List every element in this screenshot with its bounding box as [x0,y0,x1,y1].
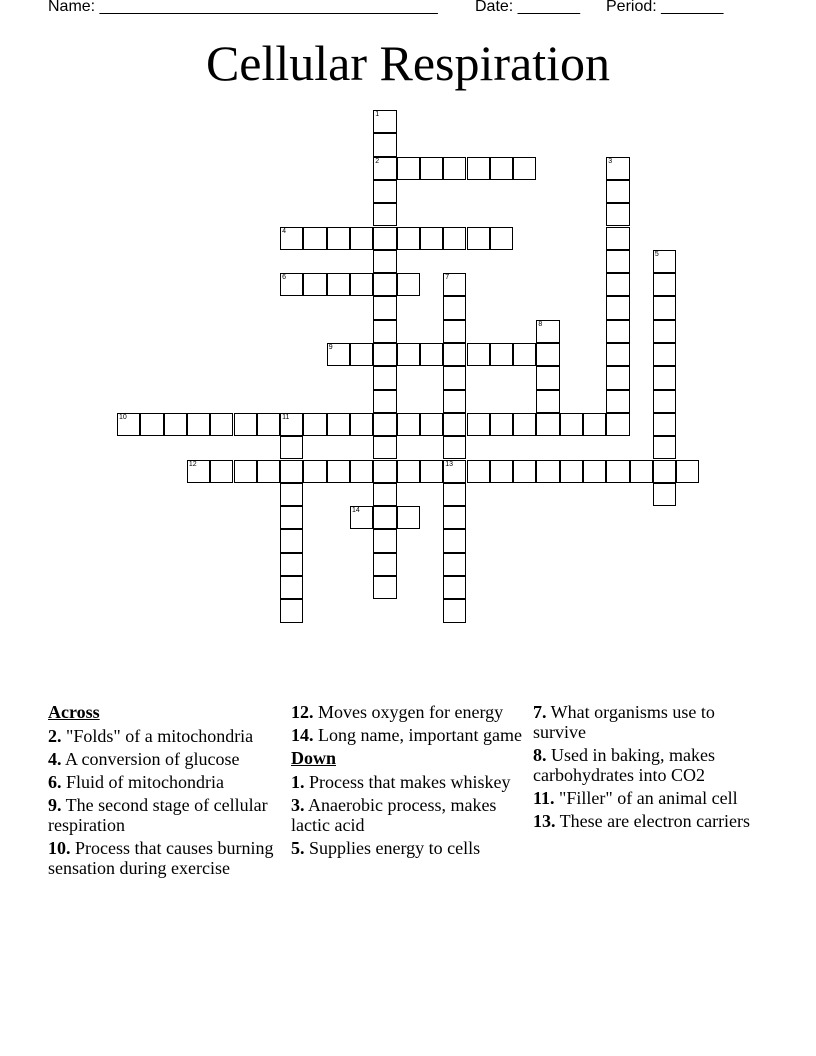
down-clue-list [291,772,523,858]
grid-cell[interactable] [606,320,629,343]
grid-cell[interactable] [397,460,420,483]
grid-cell[interactable] [653,250,676,273]
clues-column-1 [48,702,280,881]
clue-number: 14 [352,507,360,515]
down-clue-list-continued [533,702,765,831]
grid-cell[interactable] [653,483,676,506]
clue-item [533,788,765,808]
grid-cell[interactable] [373,296,396,319]
name-field[interactable]: Name: ______________________________________ [48,0,438,15]
clue-number: 1 [375,111,380,118]
grid-cell[interactable] [140,413,163,436]
grid-cell[interactable] [606,296,629,319]
grid-cell[interactable] [606,460,629,483]
grid-cell[interactable] [350,413,373,436]
grid-cell[interactable] [350,227,373,250]
across-heading: Across [48,702,100,722]
grid-cell[interactable] [467,157,490,180]
grid-cell[interactable] [513,157,536,180]
grid-cell[interactable] [327,273,350,296]
grid-cell[interactable] [653,436,676,459]
grid-cell[interactable] [606,250,629,273]
grid-cell[interactable] [327,413,350,436]
clue-number: 11 [282,413,290,421]
grid-cell[interactable] [653,273,676,296]
grid-cell[interactable] [583,460,606,483]
clue-item [48,772,280,792]
grid-cell[interactable] [513,413,536,436]
clue-item-number: 3. [291,795,305,815]
grid-cell[interactable] [653,343,676,366]
clue-item [48,726,280,746]
clue-item-number: 9. [48,795,62,815]
clue-item [533,745,765,785]
grid-cell[interactable] [373,180,396,203]
grid-cell[interactable] [513,343,536,366]
grid-cell[interactable] [467,227,490,250]
clues-column-2 [291,702,523,861]
grid-cell[interactable] [280,483,303,506]
clue-item [533,702,765,742]
grid-cell[interactable] [303,273,326,296]
grid-cell[interactable] [397,157,420,180]
grid-cell[interactable] [373,203,396,226]
grid-cell[interactable] [536,390,559,413]
grid-cell[interactable] [583,413,606,436]
grid-cell[interactable] [373,576,396,599]
grid-cell[interactable] [234,413,257,436]
grid-cell[interactable] [653,366,676,389]
period-field[interactable]: Period: _______ [606,0,724,15]
grid-cell[interactable] [606,157,629,180]
clue-number: 8 [538,320,543,328]
clue-number: 12 [188,460,197,468]
grid-cell[interactable] [373,320,396,343]
date-field[interactable]: Date: _______ [475,0,580,15]
grid-cell[interactable] [280,460,303,483]
across-clue-list [48,726,280,878]
grid-cell[interactable] [443,273,466,296]
grid-cell[interactable] [373,553,396,576]
clue-item [48,749,280,769]
clue-item [291,772,523,792]
grid-cell[interactable] [303,413,326,436]
clue-item-text: Supplies energy to cells [304,838,481,858]
grid-cell[interactable] [443,576,466,599]
grid-cell[interactable] [280,529,303,552]
grid-cell[interactable] [490,343,513,366]
clue-number: 4 [282,227,286,235]
grid-cell[interactable] [373,133,396,156]
grid-cell[interactable] [373,366,396,389]
grid-cell[interactable] [443,296,466,319]
across-clue-list-continued [291,702,523,745]
clue-item [291,838,523,858]
grid-cell[interactable] [653,460,676,483]
grid-cell[interactable] [560,413,583,436]
clue-item-text: A conversion of glucose [61,749,240,769]
clue-number: 2 [375,157,380,165]
grid-cell[interactable] [606,273,629,296]
clue-item [291,702,523,722]
grid-cell[interactable] [653,390,676,413]
clue-item [533,811,765,831]
clue-item-text: These are electron carriers [555,811,751,831]
grid-cell[interactable] [606,180,629,203]
grid-cell[interactable] [490,460,513,483]
grid-cell[interactable] [536,413,559,436]
grid-cell[interactable] [653,320,676,343]
grid-cell[interactable] [443,413,466,436]
grid-cell[interactable] [373,273,396,296]
clue-item-text: "Filler" of an animal cell [554,788,738,808]
clue-item-text: Anaerobic process, makes lactic acid [291,795,497,835]
clue-item [291,725,523,745]
clue-item-number: 13. [533,811,556,831]
clue-item-number: 14. [291,725,314,745]
grid-cell[interactable] [280,413,303,436]
clue-item [48,795,280,835]
grid-cell[interactable] [373,413,396,436]
clue-item-number: 1. [291,772,305,792]
grid-cell[interactable] [350,460,373,483]
grid-cell[interactable] [350,343,373,366]
grid-cell[interactable] [606,203,629,226]
grid-cell[interactable] [676,460,699,483]
grid-cell[interactable] [443,506,466,529]
grid-cell[interactable] [536,460,559,483]
grid-cell[interactable] [606,413,629,436]
grid-cell[interactable] [373,227,396,250]
grid-cell[interactable] [373,250,396,273]
grid-cell[interactable] [350,506,373,529]
grid-cell[interactable] [420,157,443,180]
grid-cell[interactable] [606,366,629,389]
clue-number: 10 [119,413,127,421]
clue-item-number: 5. [291,838,305,858]
grid-cell[interactable] [187,460,210,483]
clues-column-3 [533,702,765,834]
grid-cell[interactable] [373,343,396,366]
grid-cell[interactable] [443,390,466,413]
clue-item-number: 10. [48,838,71,858]
clue-number: 13 [445,460,453,468]
clue-item-text: Moves oxygen for energy [313,702,504,722]
grid-cell[interactable] [420,460,443,483]
grid-cell[interactable] [467,343,490,366]
grid-cell[interactable] [257,413,280,436]
grid-cell[interactable] [443,343,466,366]
grid-cell[interactable] [397,343,420,366]
grid-cell[interactable] [443,529,466,552]
grid-cell[interactable] [280,436,303,459]
grid-cell[interactable] [513,460,536,483]
grid-cell[interactable] [536,320,559,343]
grid-cell[interactable] [210,460,233,483]
grid-cell[interactable] [303,460,326,483]
clue-item-text: The second stage of cellular respiration [48,795,268,835]
grid-cell[interactable] [187,413,210,436]
grid-cell[interactable] [373,157,396,180]
down-heading: Down [291,748,337,768]
clue-item-text: Process that causes burning sensation during exercise [48,838,274,878]
grid-cell[interactable] [327,460,350,483]
clue-item-number: 8. [533,745,547,765]
clue-item [291,795,523,835]
grid-cell[interactable] [373,529,396,552]
grid-cell[interactable] [653,413,676,436]
grid-cell[interactable] [490,227,513,250]
grid-cell[interactable] [373,110,396,133]
grid-cell[interactable] [373,460,396,483]
clue-item-text: Used in baking, makes carbohydrates into CO2 [533,745,715,785]
grid-cell[interactable] [350,273,373,296]
grid-cell[interactable] [164,413,187,436]
clue-number: 6 [282,274,286,282]
clue-item-text: Fluid of mitochondria [61,772,224,792]
grid-cell[interactable] [443,436,466,459]
grid-cell[interactable] [420,413,443,436]
grid-cell[interactable] [490,157,513,180]
clue-item-text: Long name, important game [313,725,522,745]
grid-cell[interactable] [327,343,350,366]
grid-cell[interactable] [280,273,303,296]
clue-item-number: 2. [48,726,62,746]
grid-cell[interactable] [397,227,420,250]
clue-number: 9 [328,344,333,351]
clue-item [48,838,280,878]
grid-cell[interactable] [257,460,280,483]
grid-cell[interactable] [397,273,420,296]
grid-cell[interactable] [443,599,466,622]
grid-cell[interactable] [303,227,326,250]
grid-cell[interactable] [210,413,233,436]
clue-item-number: 11. [533,788,555,808]
grid-cell[interactable] [606,390,629,413]
grid-cell[interactable] [443,460,466,483]
grid-cell[interactable] [443,553,466,576]
clue-number: 5 [654,250,659,258]
grid-cell[interactable] [280,553,303,576]
grid-cell[interactable] [117,413,140,436]
grid-cell[interactable] [443,157,466,180]
grid-cell[interactable] [630,460,653,483]
clue-item-number: 6. [48,772,62,792]
grid-cell[interactable] [234,460,257,483]
grid-cell[interactable] [560,460,583,483]
grid-cell[interactable] [373,506,396,529]
clue-item-text: "Folds" of a mitochondria [61,726,254,746]
clue-item-number: 4. [48,749,62,769]
grid-cell[interactable] [606,343,629,366]
grid-cell[interactable] [327,227,350,250]
grid-cell[interactable] [373,483,396,506]
grid-cell[interactable] [443,227,466,250]
clue-item-number: 12. [291,702,314,722]
grid-cell[interactable] [443,320,466,343]
grid-cell[interactable] [443,366,466,389]
grid-cell[interactable] [420,227,443,250]
grid-cell[interactable] [280,576,303,599]
grid-cell[interactable] [373,436,396,459]
clue-item-text: What organisms use to survive [533,702,715,742]
grid-cell[interactable] [397,506,420,529]
clue-item-number: 7. [533,702,547,722]
clue-item-text: Process that makes whiskey [304,772,511,792]
grid-cell[interactable] [653,296,676,319]
page-title: Cellular Respiration [205,35,611,91]
grid-cell[interactable] [280,599,303,622]
clue-number: 7 [445,274,450,282]
grid-cell[interactable] [536,343,559,366]
grid-cell[interactable] [280,506,303,529]
grid-cell[interactable] [280,227,303,250]
clue-number: 3 [608,157,613,165]
grid-cell[interactable] [420,343,443,366]
grid-cell[interactable] [443,483,466,506]
grid-cell[interactable] [490,413,513,436]
grid-cell[interactable] [467,413,490,436]
grid-cell[interactable] [397,413,420,436]
grid-cell[interactable] [467,460,490,483]
grid-cell[interactable] [373,390,396,413]
grid-cell[interactable] [536,366,559,389]
grid-cell[interactable] [606,227,629,250]
